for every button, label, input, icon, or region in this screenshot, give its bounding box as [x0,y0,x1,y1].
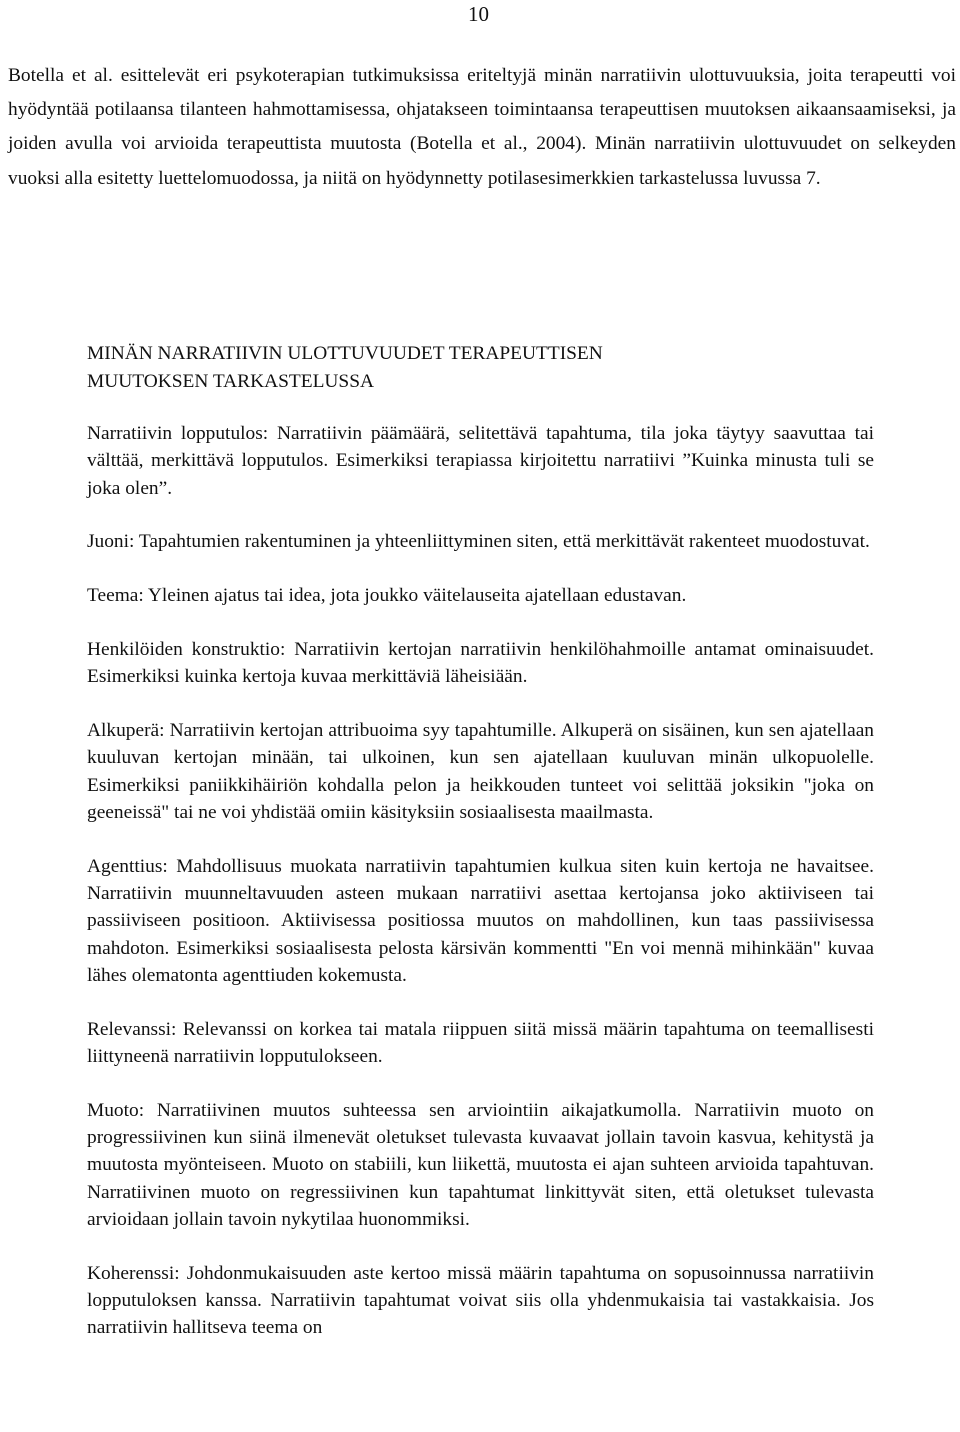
definition-alkupera: Alkuperä: Narratiivin kertojan attribuoima syy tapahtumille. Alkuperä on sisäinen, kun sen ajatellaan kuuluvan kertojan minään, tai ulkoinen, kun sen ajatellaan kuuluvan minän ulkopuolelle. Esimerkiksi paniikkihäiriön kohdalla pelon ja heikkouden tunteet voi selittää joksikin "joka on geeneissä" tai ne voi yhdistää omiin käsityksiin sosiaalisesta maailmasta. [87,720,874,823]
definition-koherenssi: Koherenssi: Johdonmukaisuuden aste kertoo missä määrin tapahtuma on sopusoinnussa narratiivin lopputuloksen kanssa. Narratiivin tapahtumat voivat siis olla yhdenmukaisia tai vastakkaisia. Jos narratiivin hallitseva teema on [87,1262,874,1339]
page-number: 10 [468,2,489,26]
definition-muoto: Muoto: Narratiivinen muutos suhteessa sen arviointiin aikajatkumolla. Narratiivin muoto on progressiivinen kun siinä ilmenevät oletukset tulevasta kuvaavat jollain tavoin kasvua, kehitystä ja muutosta myönteiseen. Muoto on stabiili, kun liikettä, muutosta ei ajan suhteen arvioida tapahtuvan. Narratiivinen muoto on regressiivinen kun tapahtumat linkittyvät siten, että oletukset tulevasta arvioidaan jollain tavoin nykytilaa huonommiksi. [87,1099,874,1231]
box-title-line-1: MINÄN NARRATIIVIN ULOTTUVUUDET TERAPEUTTISEN [87,343,603,364]
box-title-line-2: MUUTOKSEN TARKASTELUSSA [87,370,375,392]
definition-agenttius: Agenttius: Mahdollisuus muokata narratiivin tapahtumien kulkua siten kuin kertoja ne havaitsee. Narratiivin muunneltavuuden asteen mukaan narratiivi asettaa kertojansa joko aktiiviseen tai passiiviseen positioon. Aktiivisessa positiossa muutos on mahdollinen, kun taas passiivisessa mahdoton. Esimerkiksi sosiaalisesta pelosta kärsivän kommentti "En voi mennä mihinkään" kuvaa lähes olematonta agenttiuden kokemusta. [87,855,874,986]
definition-lopputulos: Narratiivin lopputulos: Narratiivin päämäärä, selitettävä tapahtuma, tila joka täytyy saavuttaa tai välttää, merkittävä lopputulos. Esimerkiksi terapiassa kirjoitettu narratiivi ”Kuinka minusta tuli se joka olen”. [87,423,874,499]
intro-paragraph: Botella et al. esittelevät eri psykoterapian tutkimuksissa eriteltyjä minän narratiivin ulottuvuuksia, joita terapeutti voi hyödyntää potilaansa tilanteen hahmottamisessa, ohjatakseen toimintaansa terapeuttisen muutoksen aikaansaamiseksi, ja joiden avulla voi arvioida terapeuttista muutosta (Botella et al., 2004). Minän narratiivin ulottuvuudet on selkeyden vuoksi alla esitetty luettelomuodossa, ja niitä on hyödynnetty potilasesimerkkien tarkastelussa luvussa 7. [8,65,956,189]
definition-teema: Teema: Yleinen ajatus tai idea, jota joukko väitelauseita ajatellaan edustavan. [87,585,687,607]
definition-henkiloiden-konstruktio: Henkilöiden konstruktio: Narratiivin kertojan narratiivin henkilöhahmoille antamat ominaisuudet. Esimerkiksi kuinka kertoja kuvaa merkittäviä läheisiään. [87,638,874,688]
narrative-dimensions-box [87,340,874,1368]
definition-relevanssi: Relevanssi: Relevanssi on korkea tai matala riippuen siitä missä määrin tapahtuma on teemallisesti liittyneenä narratiivin lopputulokseen. [87,1018,874,1068]
box-title [87,340,874,395]
definition-juoni: Juoni: Tapahtumien rakentuminen ja yhteenliittyminen siten, että merkittävät rakenteet muodostuvat. [87,531,870,553]
